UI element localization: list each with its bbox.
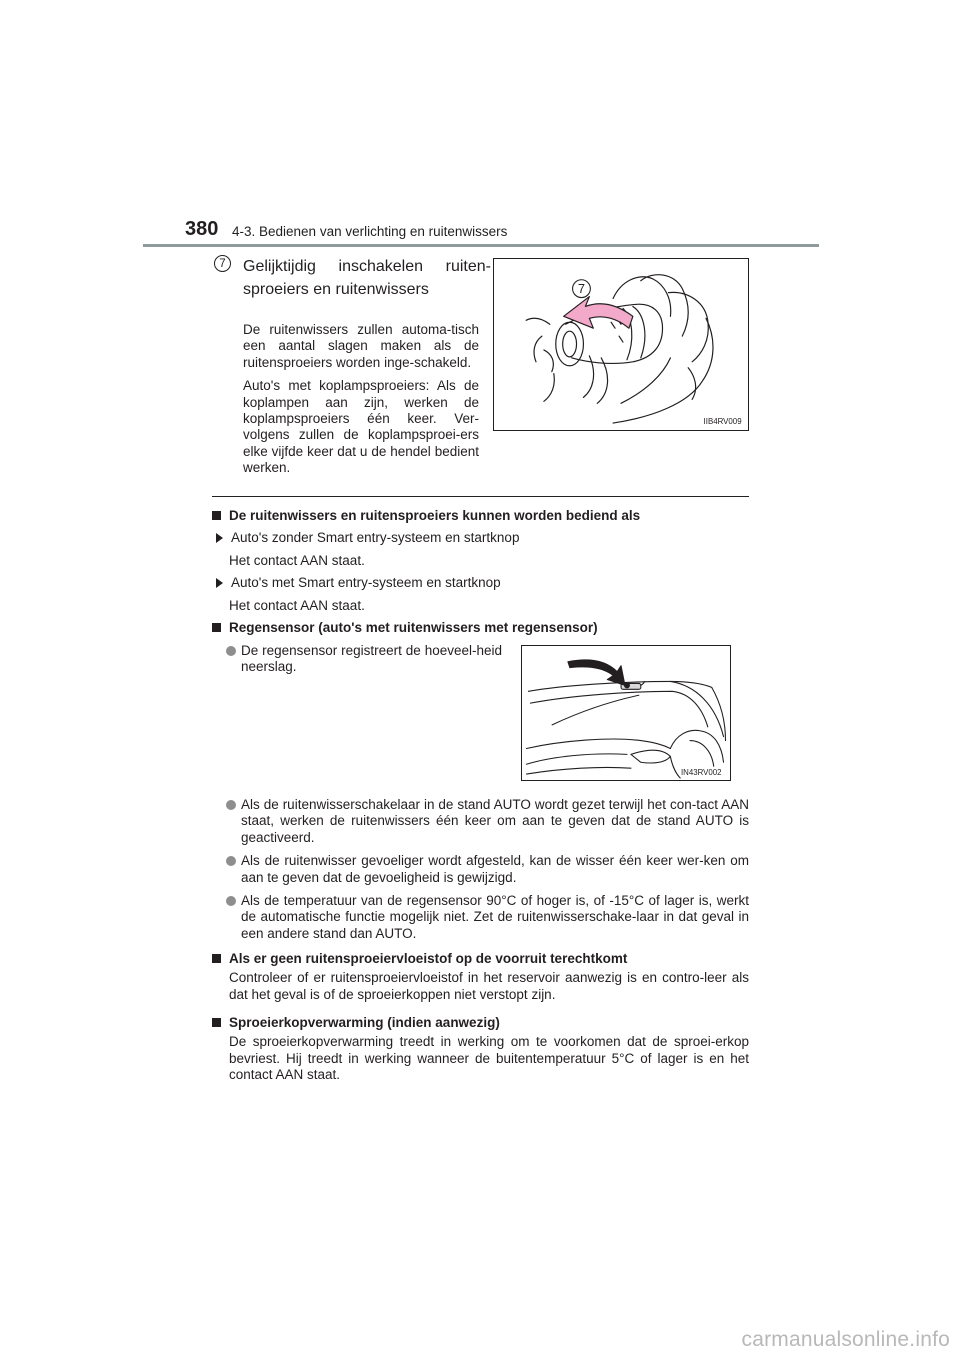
figure-code: IN43RV002	[680, 768, 722, 778]
rain-sensor-section	[212, 620, 749, 636]
heading-text: Sproeierkopverwarming (indien aanwezig)	[229, 1015, 500, 1030]
list-item	[212, 643, 502, 676]
section-title: 4-3. Bedienen van verlichting en ruitenwissers	[232, 224, 508, 239]
variant-label	[212, 575, 749, 591]
variant-label-text: Auto's met Smart entry-systeem en startknop	[231, 575, 501, 591]
square-bullet-icon	[212, 1018, 221, 1027]
item-description	[243, 322, 479, 484]
item-paragraph: De ruitenwissers zullen automa-tisch een aantal slagen maken als de ruitensproeiers worden inge-schakeld.	[243, 322, 479, 370]
list-item	[212, 893, 749, 942]
section-body: De sproeierkopverwarming treedt in werking om te voorkomen dat de sproei-erkop bevriest. Hij treedt in werking wanneer de buitentemperatuur 5°C of lager is en het contact AAN staat.	[229, 1034, 749, 1083]
heading-text: Regensensor (auto's met ruitenwissers met regensensor)	[229, 620, 598, 635]
section-heading	[212, 951, 749, 967]
operate-section	[212, 508, 749, 614]
heading-text: De ruitenwissers en ruitensproeiers kunnen worden bediend als	[229, 508, 641, 523]
triangle-bullet-icon	[216, 533, 223, 543]
section-divider	[212, 496, 749, 497]
heading-text: Als er geen ruitensproeiervloeistof op de voorruit terechtkomt	[229, 951, 628, 966]
round-bullet-icon	[226, 800, 236, 810]
square-bullet-icon	[212, 511, 221, 520]
item-title: Gelijktijdig inschakelen ruiten-sproeiers en ruitenwissers	[243, 258, 491, 298]
variant-text: Het contact AAN staat.	[229, 597, 365, 613]
list-item-text: Als de ruitenwisser gevoeliger wordt afgesteld, kan de wisser één keer wer-ken om aan te geven dat de gevoeligheid is gewijzigd.	[241, 853, 749, 885]
no-fluid-section	[212, 951, 749, 1003]
section-heading	[212, 508, 749, 524]
windshield-drawing	[522, 646, 730, 780]
item-paragraph: Auto's met koplampsproeiers: Als de koplampen aan zijn, werken de koplampsproeiers één keer. Ver-volgens zullen de koplampsproei-ers elke vijfde keer dat u de hendel bedient werken.	[243, 378, 479, 476]
rain-sensor-illustration	[521, 645, 731, 781]
round-bullet-icon	[226, 896, 236, 906]
variant-label-text: Auto's zonder Smart entry-systeem en startknop	[231, 530, 520, 546]
round-bullet-icon	[226, 646, 236, 656]
list-item-text: De regensensor registreert de hoeveel-heid neerslag.	[241, 643, 502, 675]
rain-sensor-bullet-1	[212, 643, 502, 676]
wiper-lever-illustration	[493, 258, 749, 431]
section-heading	[212, 620, 749, 636]
header-divider	[143, 244, 819, 247]
triangle-bullet-icon	[216, 578, 223, 588]
list-item	[212, 853, 749, 886]
wiper-lever-drawing	[494, 259, 748, 430]
rain-sensor-bullets	[212, 797, 749, 942]
square-bullet-icon	[212, 954, 221, 963]
list-item	[212, 797, 749, 846]
round-bullet-icon	[226, 856, 236, 866]
square-bullet-icon	[212, 623, 221, 632]
nozzle-heating-section	[212, 1015, 749, 1084]
watermark: carmanualsonline.info	[741, 1328, 950, 1351]
variant-label	[212, 530, 749, 546]
figure-code: IIB4RV009	[703, 417, 742, 427]
list-item-text: Als de ruitenwisserschakelaar in de stand AUTO wordt gezet terwijl het con-tact AAN staat, werken de ruitenwissers één keer om aan te geven dat de stand AUTO is geactiveerd.	[241, 797, 749, 845]
section-heading	[212, 1015, 749, 1031]
page-number: 380	[185, 218, 219, 240]
item-number-badge: 7	[214, 255, 231, 272]
variant-text: Het contact AAN staat.	[229, 552, 365, 568]
figure-callout-number: 7	[577, 281, 586, 297]
list-item-text: Als de temperatuur van de regensensor 90°C of hoger is, of -15°C of lager is, werkt de automatische functie mogelijk niet. Zet de ruitenwisserschake-laar in dat geval in een andere stand dan AUTO.	[241, 893, 749, 941]
section-body: Controleer of er ruitensproeiervloeistof in het reservoir aanwezig is en contro-leer als dat het geval is of de sproeierkoppen niet verstopt zijn.	[229, 970, 749, 1002]
